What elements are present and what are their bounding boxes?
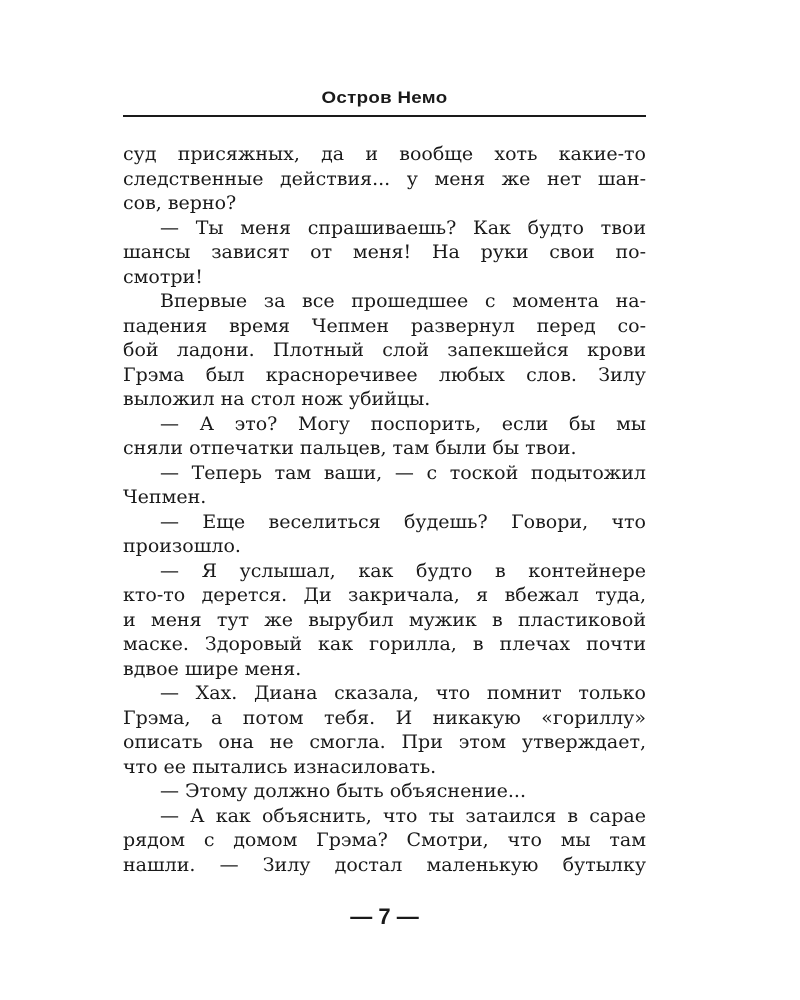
- text-line: следственные действия... у меня же нет шан-: [123, 167, 646, 190]
- text-line: выложил на стол нож убийцы.: [123, 388, 431, 410]
- text-line: вдвое шире меня.: [123, 657, 302, 680]
- text-line: Грэма, а потом тебя. И никакую «гориллу»: [123, 706, 646, 729]
- text-line: — Этому должно быть объяснение...: [160, 780, 527, 802]
- text-line: кто-то дерется. Ди закричала, я вбежал туда,: [123, 584, 646, 606]
- text-line: произошло.: [123, 535, 241, 557]
- text-line: — Ты меня спрашиваешь? Как будто твои: [160, 216, 646, 239]
- text-line: смотри!: [123, 265, 203, 288]
- text-line: Чепмен.: [123, 486, 207, 508]
- text-line: маске. Здоровый как горилла, в плечах почти: [123, 633, 646, 655]
- text-line: — Я услышал, как будто в контейнере: [160, 559, 646, 582]
- text-line: сняли отпечатки пальцев, там были бы твои.: [123, 437, 577, 459]
- text-line: — Теперь там ваши, — с тоской подытожил: [160, 461, 646, 484]
- header-divider: [123, 115, 646, 117]
- text-line: Впервые за все прошедшее с момента на-: [160, 290, 646, 312]
- text-line: и меня тут же вырубил мужик в пластиковой: [123, 608, 646, 631]
- text-line: Грэма был красноречивее любых слов. Зилу: [123, 363, 646, 386]
- text-line: — А это? Могу поспорить, если бы мы: [160, 412, 646, 435]
- text-line: нашли. — Зилу достал маленькую бутылку: [123, 853, 646, 876]
- text-line: бой ладони. Плотный слой запекшейся крови: [123, 339, 646, 361]
- text-line: — Хах. Диана сказала, что помнит только: [160, 682, 646, 704]
- text-line: описать она не смогла. При этом утверждает,: [123, 731, 646, 753]
- running-header-title: Остров Немо: [321, 88, 448, 107]
- page-number: — 7 —: [350, 904, 419, 929]
- text-line: шансы зависят от меня! На руки свои по-: [123, 241, 646, 263]
- text-line: — А как объяснить, что ты затаился в сарае: [160, 804, 646, 827]
- text-line: рядом с домом Грэма? Смотри, что мы там: [123, 829, 646, 851]
- text-line: падения время Чепмен развернул перед со-: [123, 314, 646, 337]
- text-line: — Еще веселиться будешь? Говори, что: [160, 510, 646, 533]
- text-line: сов, верно?: [123, 192, 237, 214]
- body-text: [123, 142, 646, 877]
- text-line: суд присяжных, да и вообще хоть какие-то: [123, 143, 646, 165]
- text-line: что ее пытались изнасиловать.: [123, 755, 437, 778]
